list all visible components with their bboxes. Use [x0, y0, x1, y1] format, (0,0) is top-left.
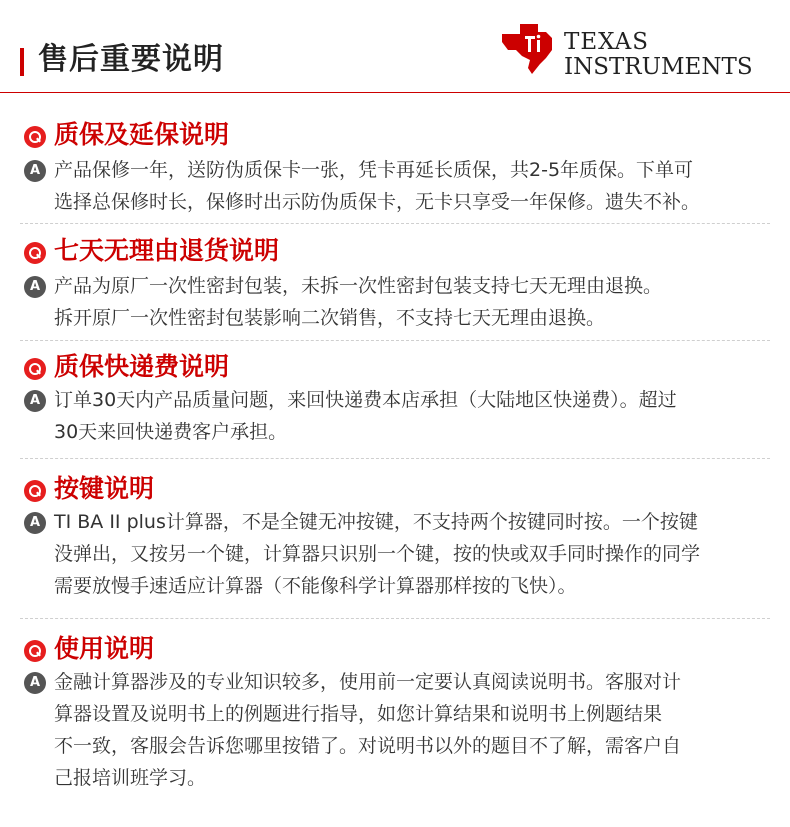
q-badge-icon: [24, 480, 46, 502]
answer-line: 30天来回快递费客户承担。: [54, 421, 288, 443]
q-badge-icon: [24, 242, 46, 264]
answer-line: 算器设置及说明书上的例题进行指导，如您计算结果和说明书上例题结果: [54, 703, 663, 725]
question-title: 质保快递费说明: [54, 352, 230, 381]
answer-text: [54, 384, 774, 448]
question-title: 使用说明: [54, 634, 155, 663]
header-divider: [0, 92, 790, 93]
logo-wordmark: [564, 30, 753, 80]
section-seven-day-return: [0, 234, 790, 338]
answer-line: 选择总保修时长，保修时出示防伪质保卡，无卡只享受一年保修。遗失不补。: [54, 191, 701, 213]
texas-instruments-logo: [500, 20, 753, 80]
logo-line-instruments: INSTRUMENTS: [564, 54, 753, 80]
ti-logo-icon: [500, 20, 556, 76]
page-header: [0, 0, 790, 93]
answer-line: 金融计算器涉及的专业知识较多，使用前一定要认真阅读说明书。客服对计: [54, 671, 682, 693]
section-warranty: [0, 118, 790, 222]
answer-text: [54, 154, 774, 218]
q-badge-icon: [24, 640, 46, 662]
section-usage-instructions: [0, 632, 790, 812]
q-badge-icon: [24, 358, 46, 380]
answer-line: 订单30天内产品质量问题，来回快递费本店承担（大陆地区快递费）。超过: [54, 389, 677, 411]
answer-text: [54, 506, 774, 602]
section-divider: [20, 458, 770, 459]
answer-line: 己报培训班学习。: [54, 767, 207, 789]
answer-line: 产品为原厂一次性密封包装，未拆一次性密封包装支持七天无理由退换。: [54, 275, 663, 297]
q-badge-icon: [24, 126, 46, 148]
answer-line: 不一致，客服会告诉您哪里按错了。对说明书以外的题目不了解，需客户自: [54, 735, 682, 757]
header-accent-bar: [20, 48, 24, 76]
logo-line-texas: TEXAS: [564, 29, 650, 55]
section-divider: [20, 340, 770, 341]
a-badge-icon: A: [24, 276, 46, 298]
page-title: 售后重要说明: [38, 42, 224, 77]
section-shipping-fee: [0, 350, 790, 456]
answer-text: [54, 270, 774, 334]
answer-line: 没弹出，又按另一个键，计算器只识别一个键，按的快或双手同时操作的同学: [54, 543, 701, 565]
a-badge-icon: A: [24, 672, 46, 694]
answer-text: [54, 666, 774, 794]
section-divider: [20, 618, 770, 619]
section-divider: [20, 223, 770, 224]
a-badge-icon: A: [24, 512, 46, 534]
question-title: 按键说明: [54, 474, 155, 503]
a-badge-icon: A: [24, 390, 46, 412]
a-badge-icon: A: [24, 160, 46, 182]
answer-line: 产品保修一年，送防伪质保卡一张，凭卡再延长质保，共2-5年质保。下单可: [54, 159, 694, 181]
question-title: 七天无理由退货说明: [54, 236, 280, 265]
question-title: 质保及延保说明: [54, 120, 230, 149]
section-key-instructions: [0, 472, 790, 612]
answer-line: 需要放慢手速适应计算器（不能像科学计算器那样按的飞快）。: [54, 575, 577, 597]
answer-line: TI BA II plus计算器，不是全键无冲按键，不支持两个按键同时按。一个按键: [54, 511, 698, 533]
answer-line: 拆开原厂一次性密封包装影响二次销售，不支持七天无理由退换。: [54, 307, 606, 329]
